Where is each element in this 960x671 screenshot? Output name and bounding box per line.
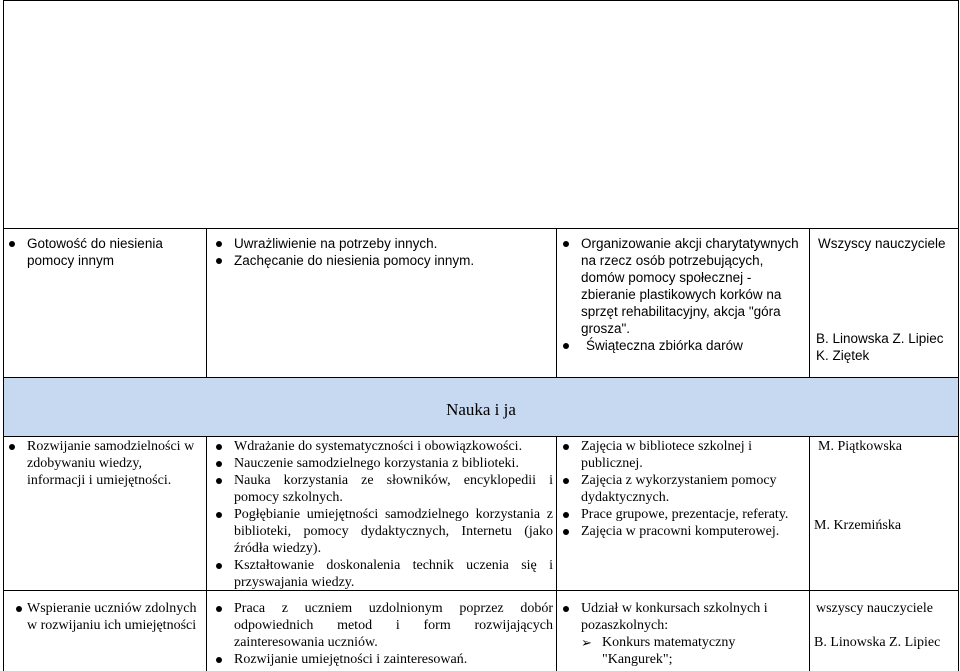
- responsible-name: K. Ziętek: [816, 348, 870, 363]
- list-item: Organizowanie akcji charytatywnych na rzecz osób potrzebujących, domów pomocy społecznej - zbieranie plastikowych korków na sprzęt rehabilitacyjny, akcja "góra grosza".: [560, 235, 804, 337]
- bullet-icon: [216, 258, 222, 264]
- list-item: Wdrażanie do systematyczności i obowiązkowości.: [213, 438, 553, 455]
- arrow-bullet-icon: ➢: [581, 635, 592, 650]
- responsible-cell: [812, 235, 956, 364]
- tasks-cell: [213, 235, 551, 269]
- column-divider: [556, 228, 557, 378]
- list-item: Udział w konkursach szkolnych i pozaszkolnych:: [560, 600, 806, 634]
- row-divider: [3, 436, 959, 437]
- bullet-icon: [9, 241, 15, 247]
- bullet-icon: [216, 461, 222, 467]
- bullet-icon: [563, 478, 569, 484]
- column-divider: [809, 436, 810, 671]
- list-item: Pogłębianie umiejętności samodzielnego korzystania z biblioteki, pomocy dydaktycznych, Internetu (jako źródła wiedzy).: [213, 506, 553, 557]
- list-item: Nauka korzystania ze słowników, encyklopedii i pomocy szkolnych.: [213, 472, 553, 506]
- list-item: Praca z uczniem uzdolnionym poprzez dobór odpowiednich metod i form rozwijających zainteresowania uczniów.: [213, 600, 553, 651]
- section-title: Nauka i ja: [446, 400, 516, 419]
- bullet-icon: [563, 529, 569, 535]
- responsible-name: wszyscy nauczyciele: [816, 601, 933, 616]
- bullet-icon: [563, 343, 569, 349]
- bullet-icon: [563, 512, 569, 518]
- table-border-top: [3, 0, 959, 1]
- responsible-name: Wszyscy nauczyciele: [818, 236, 946, 251]
- bullet-icon: [216, 512, 222, 518]
- responsible-name: M. Krzemińska: [814, 518, 902, 533]
- list-item: Uwrażliwienie na potrzeby innych.: [213, 235, 551, 252]
- list-item: Nauczenie samodzielnego korzystania z biblioteki.: [213, 455, 553, 472]
- list-item: Gotowość do niesienia pomocy innym: [6, 235, 202, 269]
- bullet-icon: [216, 606, 222, 612]
- activities-cell: [560, 600, 806, 668]
- column-divider: [206, 436, 207, 671]
- bullet-icon: [16, 606, 22, 612]
- list-item: Zachęcanie do niesienia pomocy innym.: [213, 252, 551, 269]
- list-item: Rozwijanie samodzielności w zdobywaniu wiedzy, informacji i umiejętności.: [6, 438, 202, 489]
- bullet-icon: [216, 241, 222, 247]
- table-border-left: [3, 0, 4, 671]
- goal-cell: [6, 600, 202, 634]
- responsible-name: M. Piątkowska: [818, 439, 902, 454]
- column-divider: [206, 228, 207, 378]
- tasks-cell: [213, 600, 553, 668]
- activities-cell: [560, 235, 804, 354]
- list-item: Prace grupowe, prezentacje, referaty.: [560, 506, 806, 523]
- responsible-cell: [812, 438, 956, 534]
- goal-cell: [6, 235, 202, 269]
- responsible-cell: [812, 600, 956, 651]
- bullet-icon: [9, 444, 15, 450]
- list-item: ➢ Konkurs matematyczny "Kangurek";: [581, 635, 736, 667]
- list-item: Zajęcia w bibliotece szkolnej i publicznej.: [560, 438, 806, 472]
- bullet-icon: [216, 478, 222, 484]
- bullet-icon: [216, 657, 222, 663]
- list-item: Zajęcia w pracowni komputerowej.: [560, 523, 806, 540]
- list-item: Świąteczna zbiórka darów: [560, 337, 804, 354]
- bullet-icon: [563, 444, 569, 450]
- bullet-icon: [563, 241, 569, 247]
- bullet-icon: [563, 606, 569, 612]
- list-item: Wspieranie uczniów zdolnych w rozwijaniu ich umiejętności: [6, 600, 202, 634]
- bullet-icon: [216, 563, 222, 569]
- table-border-right: [958, 0, 959, 671]
- column-divider: [556, 436, 557, 671]
- tasks-cell: [213, 438, 553, 591]
- goal-cell: [6, 438, 202, 489]
- bullet-icon: [216, 444, 222, 450]
- list-item: Zajęcia z wykorzystaniem pomocy dydaktycznych.: [560, 472, 806, 506]
- activities-cell: [560, 438, 806, 540]
- row-divider: [3, 228, 959, 229]
- list-item: Rozwijanie umiejętności i zainteresowań.: [213, 651, 553, 668]
- column-divider: [809, 228, 810, 378]
- responsible-name: B. Linowska Z. Lipiec: [816, 331, 944, 346]
- section-header: [4, 378, 958, 436]
- list-item: Kształtowanie doskonalenia technik uczenia się i przyswajania wiedzy.: [213, 557, 553, 591]
- responsible-name: B. Linowska Z. Lipiec: [814, 635, 941, 650]
